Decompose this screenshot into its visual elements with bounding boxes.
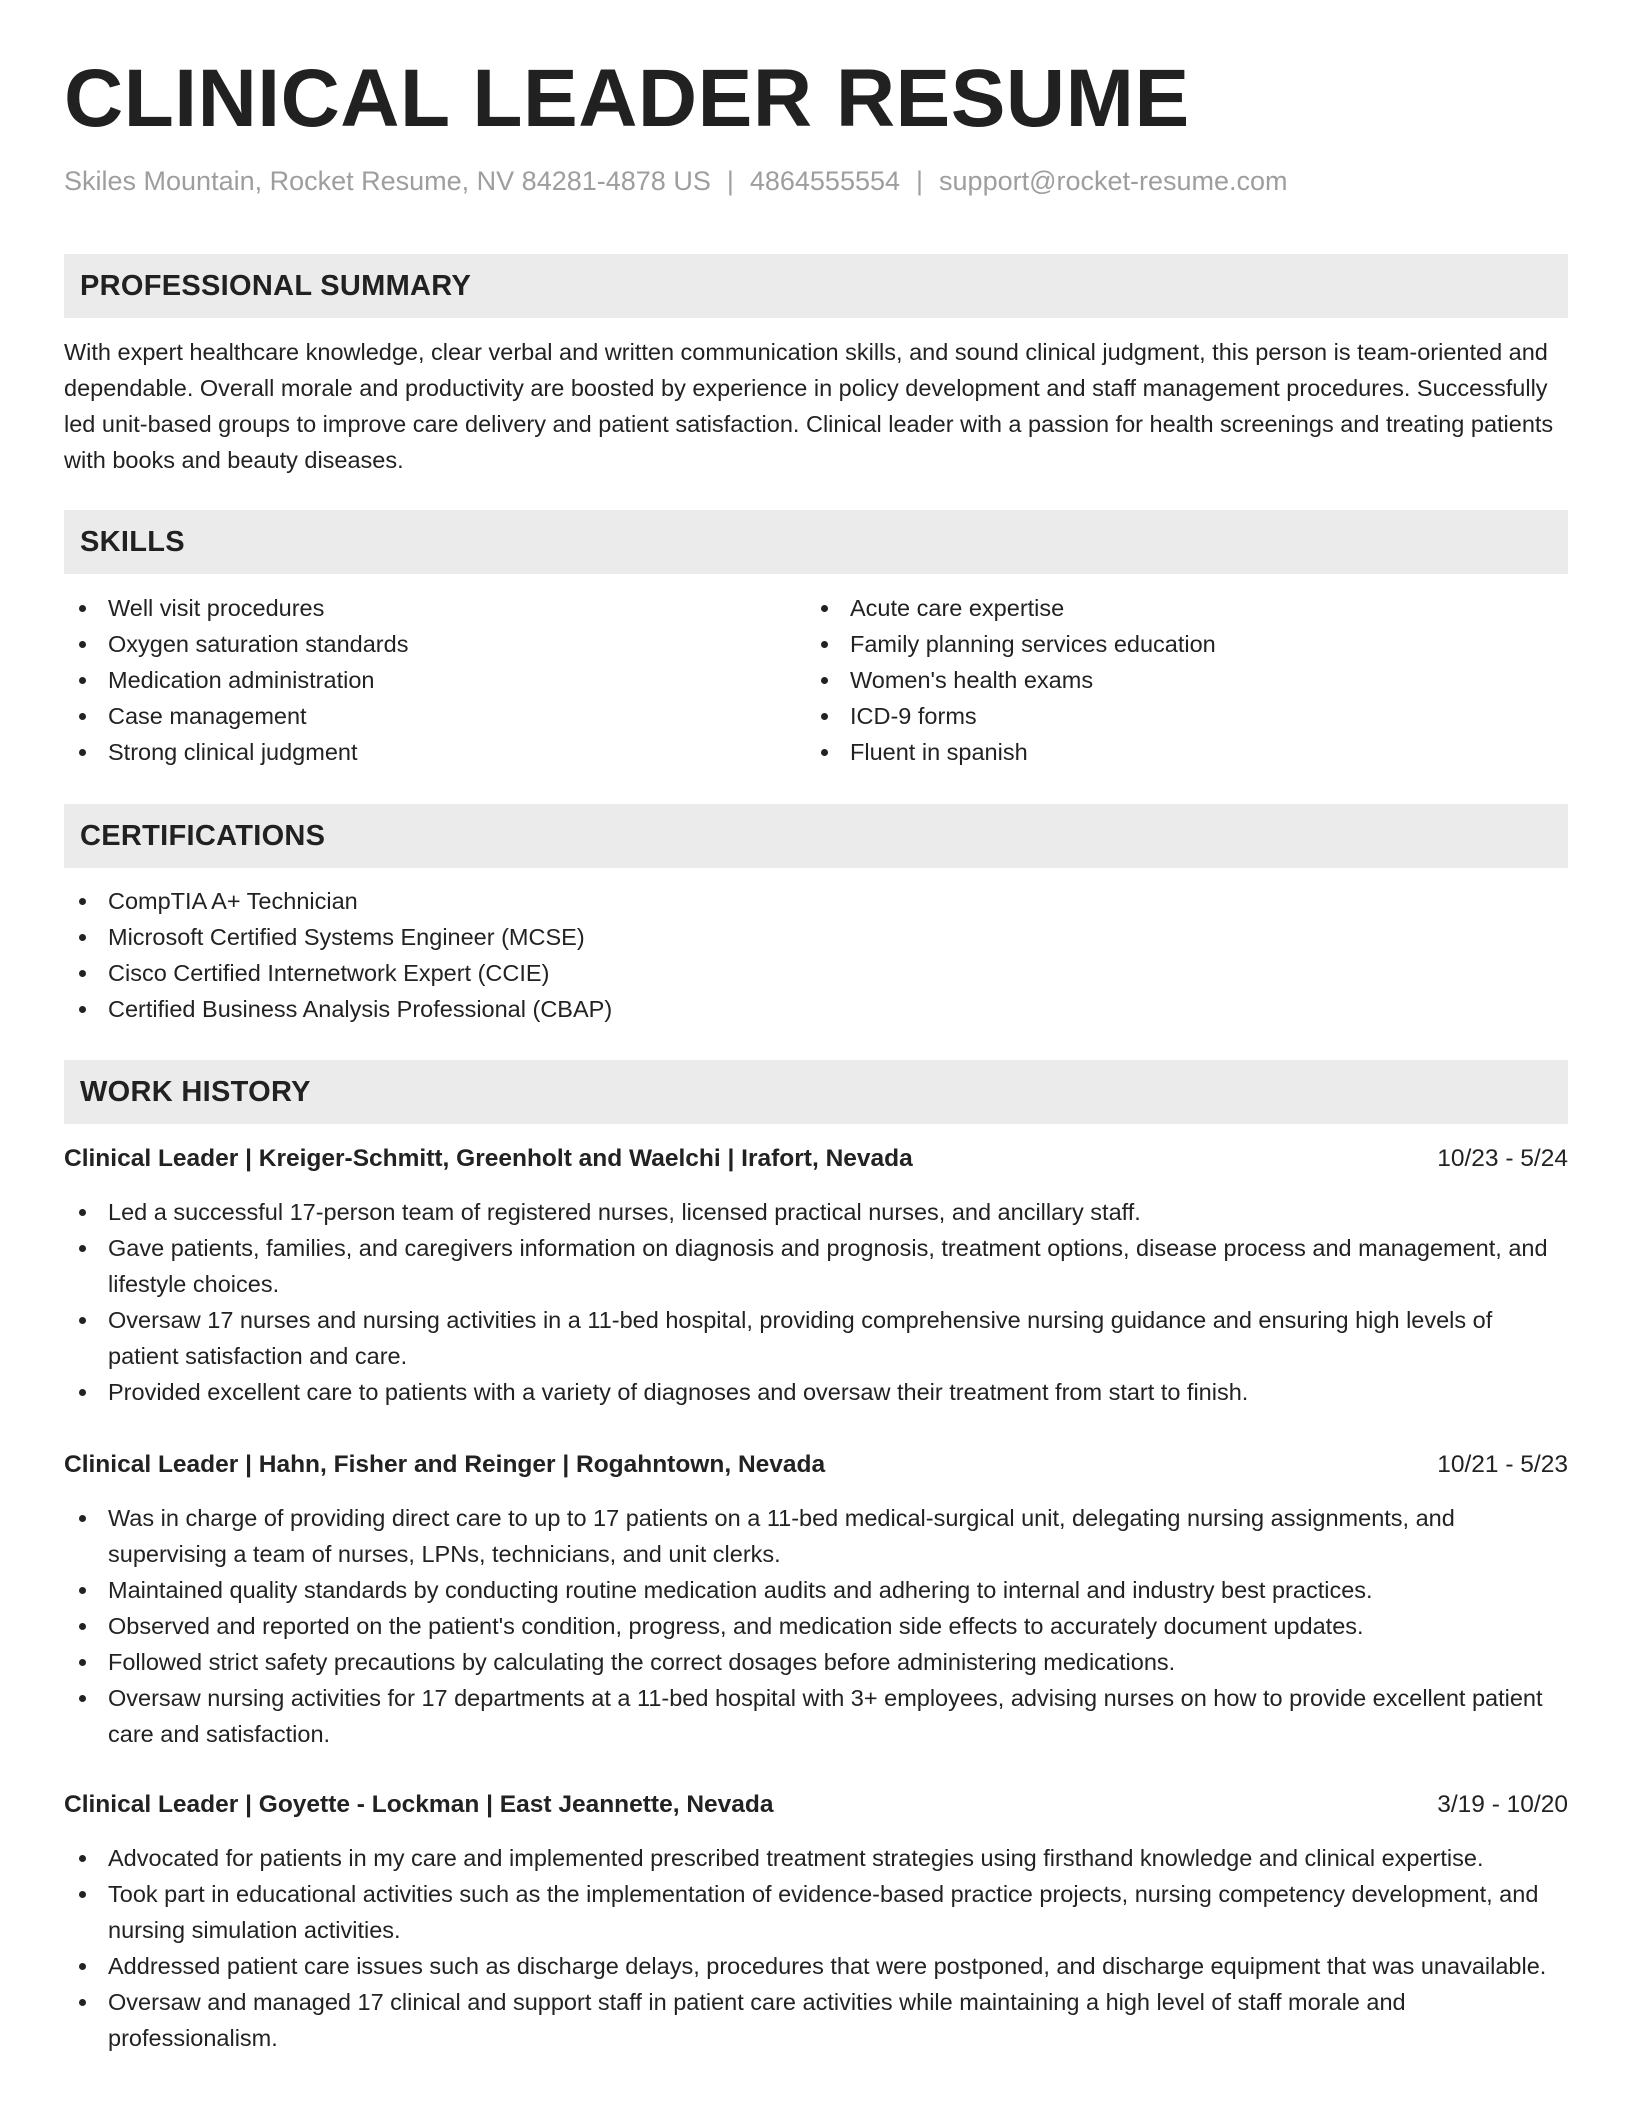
job-entry: [64, 1141, 1568, 1410]
list-item: Family planning services education: [806, 626, 1546, 662]
certifications-list: [64, 883, 1568, 1027]
section-header-skills: SKILLS: [64, 510, 1568, 574]
job-header: [64, 1141, 1568, 1177]
contact-phone: 4864555554: [749, 166, 901, 196]
list-item: Acute care expertise: [806, 590, 1546, 626]
job-dates: 10/21 - 5/23: [1437, 1451, 1568, 1478]
list-item: Cisco Certified Internetwork Expert (CCIE): [64, 955, 1568, 991]
contact-separator: |: [916, 166, 924, 196]
list-item: Oxygen saturation standards: [64, 626, 804, 662]
section-header-certifications: CERTIFICATIONS: [64, 804, 1568, 868]
list-item: Provided excellent care to patients with a variety of diagnoses and oversaw their treatment from start to finish.: [64, 1374, 1568, 1410]
job-entry: [64, 1447, 1568, 1752]
job-header: [64, 1447, 1568, 1483]
skills-list-left: [64, 590, 804, 770]
list-item: Took part in educational activities such as the implementation of evidence-based practice projects, nursing competency development, and nursing simulation activities.: [64, 1876, 1568, 1948]
contact-address: Skiles Mountain, Rocket Resume, NV 84281-4878 US: [64, 166, 711, 196]
contact-email: support@rocket-resume.com: [939, 166, 1288, 196]
contact-line: [64, 168, 1288, 195]
list-item: Led a successful 17-person team of registered nurses, licensed practical nurses, and ancillary staff.: [64, 1194, 1568, 1230]
list-item: Certified Business Analysis Professional (CBAP): [64, 991, 1568, 1027]
job-bullets: [64, 1194, 1568, 1410]
list-item: Well visit procedures: [64, 590, 804, 626]
list-item: Was in charge of providing direct care to up to 17 patients on a 11-bed medical-surgical unit, delegating nursing assignments, and supervising a team of nurses, LPNs, technicians, and unit clerks.: [64, 1500, 1568, 1572]
list-item: Oversaw nursing activities for 17 departments at a 11-bed hospital with 3+ employees, advising nurses on how to provide excellent patient care and satisfaction.: [64, 1680, 1568, 1752]
list-item: Medication administration: [64, 662, 804, 698]
job-entry: [64, 1787, 1568, 2056]
list-item: CompTIA A+ Technician: [64, 883, 1568, 919]
page-title: CLINICAL LEADER RESUME: [64, 53, 1190, 144]
job-heading: Clinical Leader | Goyette - Lockman | East Jeannette, Nevada: [64, 1791, 774, 1818]
section-header-summary: PROFESSIONAL SUMMARY: [64, 254, 1568, 318]
list-item: Gave patients, families, and caregivers information on diagnosis and prognosis, treatment options, disease process and management, and lifestyle choices.: [64, 1230, 1568, 1302]
list-item: Advocated for patients in my care and implemented prescribed treatment strategies using firsthand knowledge and clinical expertise.: [64, 1840, 1568, 1876]
list-item: Fluent in spanish: [806, 734, 1546, 770]
list-item: Strong clinical judgment: [64, 734, 804, 770]
list-item: Microsoft Certified Systems Engineer (MCSE): [64, 919, 1568, 955]
list-item: Oversaw 17 nurses and nursing activities in a 11-bed hospital, providing comprehensive nursing guidance and ensuring high levels of patient satisfaction and care.: [64, 1302, 1568, 1374]
job-heading: Clinical Leader | Hahn, Fisher and Reinger | Rogahntown, Nevada: [64, 1451, 826, 1478]
job-dates: 3/19 - 10/20: [1437, 1791, 1568, 1818]
list-item: Case management: [64, 698, 804, 734]
section-header-work-history: WORK HISTORY: [64, 1060, 1568, 1124]
list-item: Addressed patient care issues such as discharge delays, procedures that were postponed, and discharge equipment that was unavailable.: [64, 1948, 1568, 1984]
skills-list-right: [806, 590, 1546, 770]
contact-separator: |: [726, 166, 734, 196]
list-item: Followed strict safety precautions by calculating the correct dosages before administering medications.: [64, 1644, 1568, 1680]
list-item: Maintained quality standards by conducting routine medication audits and adhering to internal and industry best practices.: [64, 1572, 1568, 1608]
job-dates: 10/23 - 5/24: [1437, 1145, 1568, 1172]
list-item: Observed and reported on the patient's condition, progress, and medication side effects to accurately document updates.: [64, 1608, 1568, 1644]
job-bullets: [64, 1500, 1568, 1752]
list-item: Oversaw and managed 17 clinical and support staff in patient care activities while maintaining a high level of staff morale and professionalism.: [64, 1984, 1568, 2056]
list-item: ICD-9 forms: [806, 698, 1546, 734]
job-header: [64, 1787, 1568, 1823]
job-bullets: [64, 1840, 1568, 2056]
summary-text: With expert healthcare knowledge, clear verbal and written communication skills, and sound clinical judgment, this person is team-oriented and dependable. Overall morale and productivity are boosted by experience in policy development and staff management procedures. Successfully led unit-based groups to improve care delivery and patient satisfaction. Clinical leader with a passion for health screenings and treating patients with books and beauty diseases.: [64, 339, 1554, 473]
list-item: Women's health exams: [806, 662, 1546, 698]
job-heading: Clinical Leader | Kreiger-Schmitt, Greenholt and Waelchi | Irafort, Nevada: [64, 1145, 913, 1172]
